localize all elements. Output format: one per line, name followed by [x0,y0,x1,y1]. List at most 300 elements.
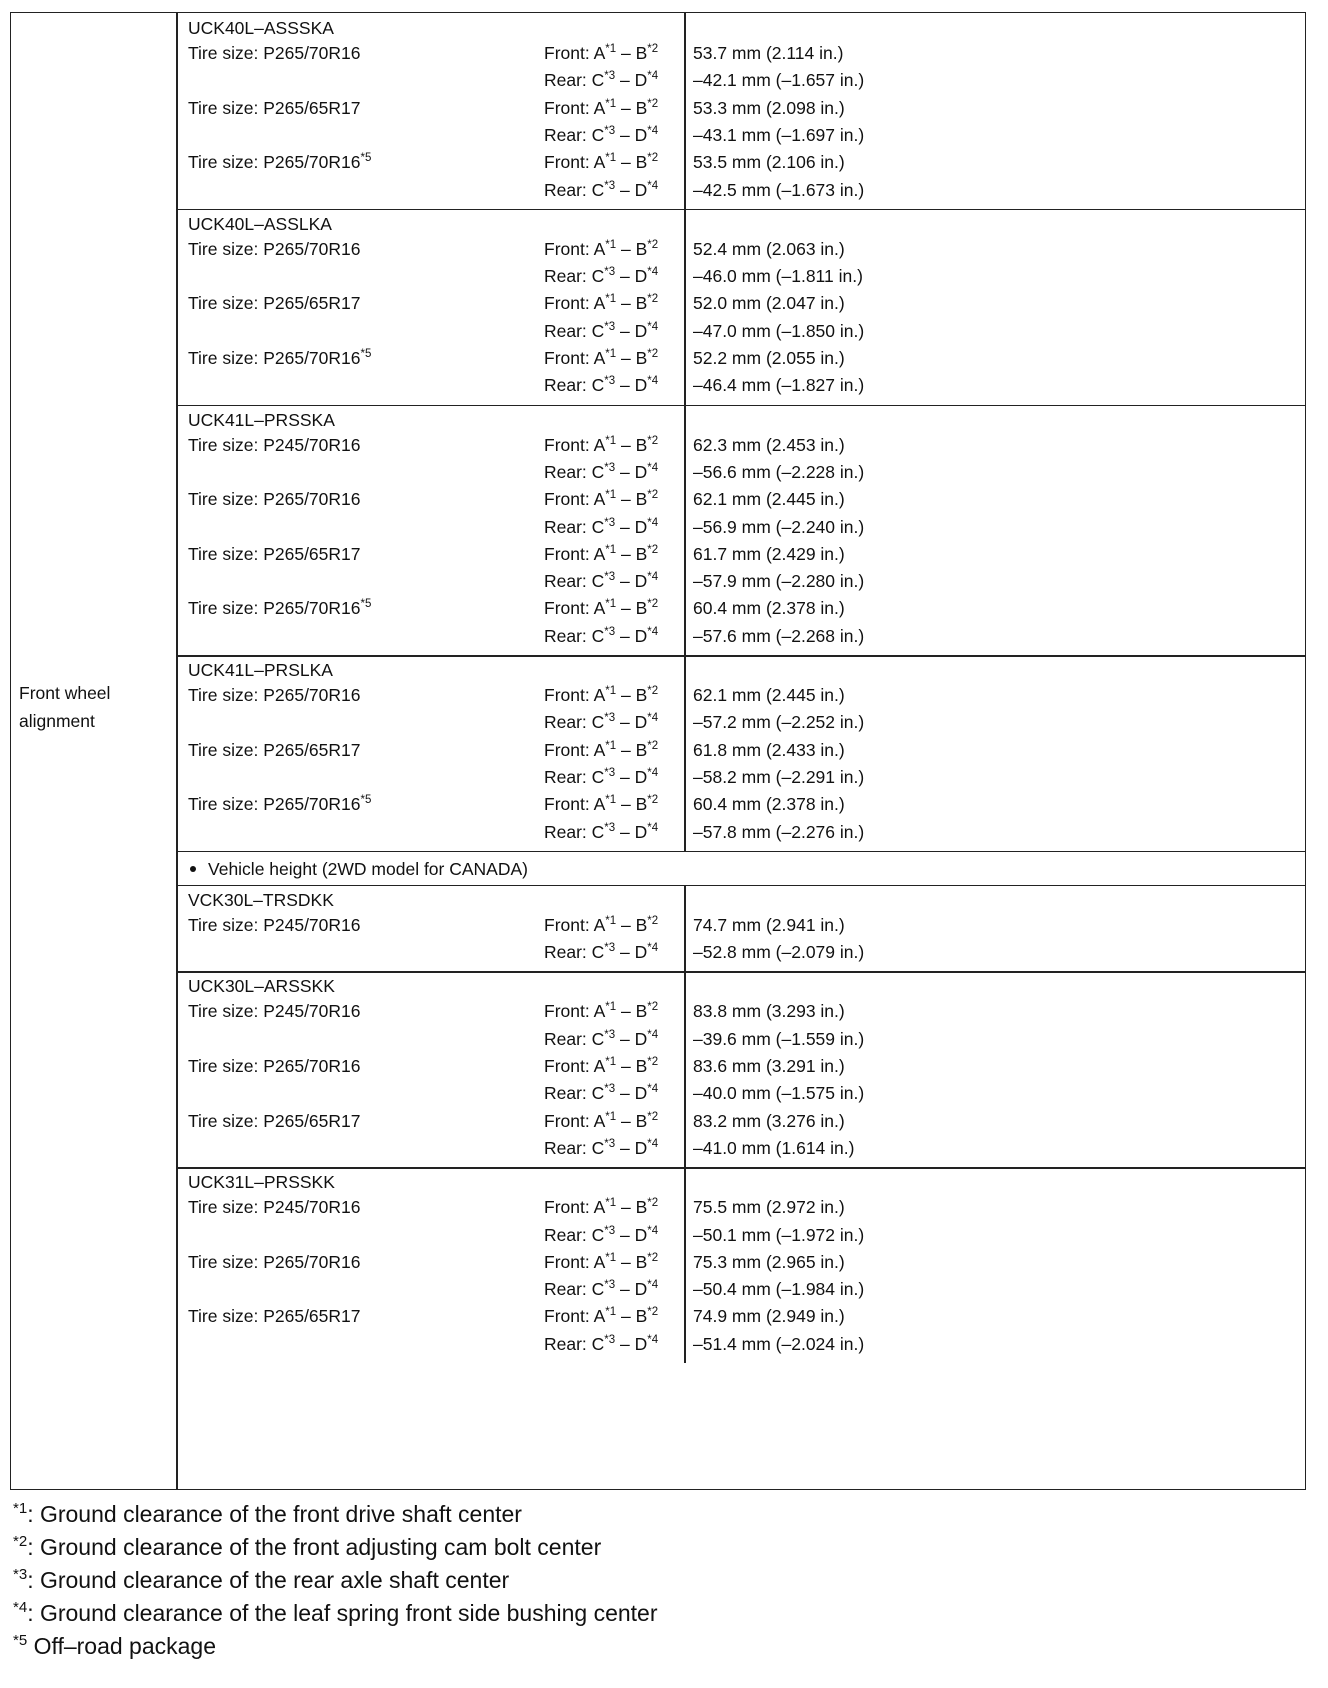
front-value-text: 52.0 mm (2.047 in.) [693,293,845,314]
front-label [544,1111,658,1131]
footnote-ref: *2 [647,238,659,251]
footnote-ref: *2 [647,914,659,927]
footnote-ref: *1 [605,1251,617,1264]
footnote-ref: *2 [647,348,659,360]
rear-label [544,1279,658,1299]
front-label [544,43,658,63]
footnote-ref: *3 [604,179,616,192]
column-divider [176,13,178,1489]
front-label [544,348,658,368]
category-label-line2: alignment [19,711,95,731]
front-label-dash: – B [616,1056,648,1076]
front-label-text: Front: A [544,685,606,705]
rear-label [544,942,658,962]
rear-value-text: –42.1 mm (–1.657 in.) [693,70,865,91]
tire-size [188,685,361,705]
rear-value-text: –46.0 mm (–1.811 in.) [693,266,863,287]
footnote-item [13,1500,522,1528]
front-value [693,544,845,564]
front-value-text: 75.5 mm (2.972 in.) [693,1197,845,1218]
rear-label-text: Rear: C [544,516,605,537]
front-value [693,685,845,705]
footnote-ref: *5 [360,152,372,165]
front-label-text: Front: A [544,348,606,368]
rear-label [544,180,658,200]
rear-value [693,571,864,591]
footnote-ref: *4 [647,712,659,725]
tire-size [188,1306,361,1326]
front-label-dash: – B [616,238,648,259]
front-label [544,152,658,172]
tire-size [188,239,361,259]
front-label [544,598,658,618]
rear-label [544,375,658,395]
footnote-ref: *4 [647,516,659,529]
rear-label-text: Rear: C [544,1028,605,1049]
front-value-text: 53.5 mm (2.106 in.) [693,152,845,173]
tire-size [188,152,371,172]
rear-value [693,626,864,646]
front-value [693,489,845,509]
front-label-dash: – B [616,794,648,815]
model-code-text: UCK40L–ASSSKA [188,18,334,38]
tire-size-text: Tire size: P245/70R16 [188,914,361,935]
rear-label-dash: – D [615,712,648,733]
model-code [188,410,335,430]
category-label-line1: Front wheel [19,683,111,703]
footnote-ref: *2 [647,152,659,165]
model-code-text: UCK41L–PRSLKA [188,660,333,680]
rear-value-text: –51.4 mm (–2.024 in.) [693,1333,865,1354]
row-separator [176,971,1305,973]
footnote-ref: *4 [647,1083,659,1096]
model-code [188,1172,335,1192]
front-label-text: Front: A [544,434,606,455]
front-value-text: 83.8 mm (3.293 in.) [693,1001,845,1022]
footnote-ref: *4 [647,625,659,638]
tire-size-text: Tire size: P265/65R17 [188,1110,361,1131]
rear-value-text: –50.1 mm (–1.972 in.) [693,1224,865,1245]
front-label-dash: – B [616,489,648,510]
row-separator [176,405,1305,407]
footnote-ref: *2 [647,1197,659,1210]
footnote-mark: *1 [13,1500,28,1517]
footnote-ref: *2 [647,685,659,697]
alignment-spec-table [10,12,1306,1490]
rear-label-text: Rear: C [544,1279,605,1300]
rear-label-dash: – D [615,124,648,145]
tire-size-text: Tire size: P265/65R17 [188,1306,361,1327]
rear-label [544,1225,658,1245]
footnote-ref: *1 [605,739,617,752]
front-label [544,794,658,814]
model-code [188,660,333,680]
front-label-dash: – B [616,348,648,368]
footnote-ref: *3 [604,320,616,333]
model-code [188,18,334,38]
footnote-ref: *1 [605,543,617,556]
footnote-ref: *1 [605,434,617,447]
front-label-text: Front: A [544,97,606,118]
tire-size-text: Tire size: P265/70R16 [188,1251,361,1272]
footnote-mark: *2 [13,1533,28,1550]
footnote-ref: *3 [604,712,616,725]
rear-label-dash: – D [615,1224,648,1245]
front-label [544,1252,658,1272]
rear-label-dash: – D [615,1028,648,1049]
footnote-ref: *1 [605,1306,617,1319]
footnote-ref: *2 [647,1001,659,1014]
front-value-text: 62.1 mm (2.445 in.) [693,489,845,510]
rear-label-dash: – D [615,70,648,91]
footnote-item [13,1599,658,1627]
front-value-text: 74.7 mm (2.941 in.) [693,914,845,935]
footnote-item [13,1566,509,1594]
footnote-ref: *2 [647,1110,659,1123]
rear-label-dash: – D [615,320,648,341]
footnote-mark: *5 [13,1632,28,1649]
tire-size-text: Tire size: P265/70R16 [188,598,361,619]
rear-label [544,125,658,145]
front-value-text: 53.3 mm (2.098 in.) [693,97,845,118]
rear-label-text: Rear: C [544,821,605,842]
model-code-text: UCK41L–PRSSKA [188,409,335,430]
front-label [544,489,658,509]
rear-label-text: Rear: C [544,1137,605,1158]
front-label [544,239,658,259]
footnote-ref: *1 [605,794,617,807]
front-value [693,348,845,368]
front-label-dash: – B [616,914,648,935]
footnote-ref: *1 [605,1197,617,1210]
tire-size [188,794,371,814]
footnote-mark: *3 [13,1566,28,1583]
tire-size-text: Tire size: P265/70R16 [188,794,361,815]
rear-value-text: –57.2 mm (–2.252 in.) [693,712,865,733]
value-divider [684,13,686,209]
footnote-ref: *2 [647,598,659,611]
rear-value [693,462,864,482]
bullet-icon [190,866,196,872]
footnote-ref: *4 [647,1224,659,1237]
rear-label-text: Rear: C [544,1083,605,1104]
front-label-dash: – B [616,1001,648,1022]
rear-value-text: –41.0 mm (1.614 in.) [693,1137,855,1158]
tire-size-text: Tire size: P245/70R16 [188,434,361,455]
rear-label-dash: – D [615,821,648,842]
footnote-ref: *1 [605,1056,617,1068]
tire-size-text: Tire size: P265/65R17 [188,739,361,760]
rear-value-text: –43.1 mm (–1.697 in.) [693,124,865,145]
front-value [693,794,845,814]
model-code [188,890,334,910]
front-label-dash: – B [616,1110,648,1131]
rear-value [693,767,864,787]
row-separator [176,1167,1305,1169]
footnote-ref: *3 [604,821,616,834]
rear-value [693,125,864,145]
rear-value [693,1225,864,1245]
front-value-text: 60.4 mm (2.378 in.) [693,794,845,815]
footnote-ref: *1 [605,293,617,306]
front-value [693,1252,845,1272]
footnote-ref: *1 [605,685,617,697]
rear-label [544,462,658,482]
rear-label [544,1029,658,1049]
footnote-ref: *1 [605,1110,617,1123]
front-label-text: Front: A [544,293,606,314]
front-value-text: 61.7 mm (2.429 in.) [693,543,845,564]
footnote-ref: *2 [647,489,659,502]
rear-label-dash: – D [615,571,648,592]
front-label-text: Front: A [544,1056,606,1076]
rear-value [693,321,864,341]
rear-value [693,942,864,962]
front-label-dash: – B [616,97,648,118]
rear-label-text: Rear: C [544,320,605,341]
front-label-text: Front: A [544,43,606,63]
footnote-ref: *5 [360,348,372,360]
footnote-ref: *1 [605,348,617,360]
footnote-ref: *1 [605,489,617,502]
front-value-text: 74.9 mm (2.949 in.) [693,1306,845,1327]
rear-label-text: Rear: C [544,766,605,787]
front-label-text: Front: A [544,489,606,510]
footnote-ref: *2 [647,794,659,807]
front-label-dash: – B [616,1197,648,1218]
tire-size [188,43,361,63]
front-label-text: Front: A [544,1251,606,1272]
footnote-text: : Ground clearance of the rear axle shaft center [27,1567,510,1593]
footnote-ref: *4 [647,1028,659,1041]
front-value [693,239,845,259]
value-divider [684,885,686,972]
rear-label-dash: – D [615,625,648,646]
footnote-ref: *3 [604,571,616,584]
value-divider [684,655,686,851]
footnote-ref: *3 [604,1279,616,1292]
tire-size [188,1001,361,1021]
front-value [693,293,845,313]
footnote-ref: *1 [605,914,617,927]
front-label-dash: – B [616,543,648,564]
front-value-text: 53.7 mm (2.114 in.) [693,43,844,63]
rear-label-dash: – D [615,1279,648,1300]
tire-size-text: Tire size: P265/70R16 [188,43,361,63]
footnote-ref: *2 [647,1306,659,1319]
tire-size [188,348,371,368]
tire-size [188,915,361,935]
footnote-text: : Ground clearance of the front drive shaft center [27,1501,522,1527]
rear-label-text: Rear: C [544,625,605,646]
tire-size-text: Tire size: P245/70R16 [188,1197,361,1218]
footnote-text: : Ground clearance of the leaf spring front side bushing center [27,1600,658,1626]
value-divider [684,971,686,1167]
rear-label-text: Rear: C [544,1224,605,1245]
front-label-dash: – B [616,739,648,760]
tire-size-text: Tire size: P265/65R17 [188,293,361,314]
footnote-ref: *3 [604,1333,616,1346]
footnote-ref: *4 [647,571,659,584]
rear-value-text: –52.8 mm (–2.079 in.) [693,942,865,963]
footnote-ref: *3 [604,1137,616,1150]
footnote-mark: *4 [13,1599,28,1616]
tire-size-text: Tire size: P265/65R17 [188,97,361,118]
rear-value-text: –39.6 mm (–1.559 in.) [693,1028,865,1049]
rear-label-text: Rear: C [544,375,605,396]
footnote-ref: *5 [360,794,372,807]
model-code-text: UCK30L–ARSSKK [188,976,335,997]
row-separator [176,655,1305,657]
tire-size-text: Tire size: P265/70R16 [188,489,361,510]
footnote-text: : Ground clearance of the front adjusting cam bolt center [27,1534,602,1560]
model-code-text: VCK30L–TRSDKK [188,889,334,910]
front-value-text: 60.4 mm (2.378 in.) [693,598,845,619]
footnote-ref: *4 [647,320,659,333]
footnote-ref: *3 [604,625,616,638]
front-label-dash: – B [616,685,648,705]
footnote-ref: *3 [604,1083,616,1096]
front-label-text: Front: A [544,1306,606,1327]
footnote-ref: *4 [647,375,659,388]
front-label-text: Front: A [544,152,606,173]
rear-value-text: –46.4 mm (–1.827 in.) [693,375,865,396]
front-value-text: 52.4 mm (2.063 in.) [693,238,845,259]
footnote-ref: *1 [605,43,617,55]
front-label [544,544,658,564]
rear-value-text: –57.8 mm (–2.276 in.) [693,821,865,842]
front-label-dash: – B [616,434,648,455]
rear-label-text: Rear: C [544,461,605,482]
rear-label [544,321,658,341]
rear-label [544,517,658,537]
front-value [693,435,845,455]
rear-label-dash: – D [615,266,648,287]
rear-label [544,266,658,286]
rear-label-text: Rear: C [544,179,605,200]
rear-value-text: –50.4 mm (–1.984 in.) [693,1279,865,1300]
rear-value [693,1083,864,1103]
section-note [190,859,528,879]
tire-size-text: Tire size: P265/70R16 [188,1056,361,1076]
front-label-dash: – B [616,43,648,63]
front-label-text: Front: A [544,1110,606,1131]
front-label-text: Front: A [544,1197,606,1218]
front-value [693,915,845,935]
tire-size-text: Tire size: P245/70R16 [188,1001,361,1022]
rear-label [544,70,658,90]
rear-value [693,1138,854,1158]
rear-label-dash: – D [615,766,648,787]
row-separator [176,885,1305,887]
footnote-ref: *4 [647,1333,659,1346]
rear-label-dash: – D [615,461,648,482]
rear-label [544,626,658,646]
footnote-ref: *5 [360,598,372,611]
tire-size [188,1056,361,1076]
rear-value [693,375,864,395]
front-value [693,152,845,172]
footnote-ref: *4 [647,1137,659,1150]
rear-label [544,712,658,732]
front-value [693,598,845,618]
rear-value [693,180,864,200]
front-value-text: 61.8 mm (2.433 in.) [693,739,845,760]
front-label [544,435,658,455]
front-label [544,685,658,705]
row-separator [176,209,1305,211]
rear-label-dash: – D [615,942,648,963]
rear-value [693,822,864,842]
tire-size [188,598,371,618]
rear-value [693,1279,864,1299]
front-value [693,43,843,63]
tire-size-text: Tire size: P265/65R17 [188,543,361,564]
footnote-text: Off–road package [27,1633,217,1659]
rear-label-text: Rear: C [544,571,605,592]
front-label-dash: – B [616,152,648,173]
rear-label-dash: – D [615,1137,648,1158]
footnote-ref: *4 [647,179,659,192]
rear-value-text: –42.5 mm (–1.673 in.) [693,179,865,200]
footnote-ref: *1 [605,152,617,165]
front-label [544,915,658,935]
tire-size-text: Tire size: P265/70R16 [188,238,361,259]
front-value [693,740,845,760]
rear-label-text: Rear: C [544,124,605,145]
rear-value-text: –47.0 mm (–1.850 in.) [693,320,865,341]
value-divider [684,405,686,655]
footnote-item [13,1632,216,1660]
rear-label-dash: – D [615,516,648,537]
tire-size [188,1197,361,1217]
footnote-ref: *4 [647,942,659,955]
rear-label [544,571,658,591]
value-divider [684,1167,686,1363]
footnote-item [13,1533,601,1561]
footnote-ref: *3 [604,942,616,955]
front-label [544,98,658,118]
front-label-text: Front: A [544,1001,606,1022]
rear-label [544,1083,658,1103]
rear-label [544,1334,658,1354]
rear-value-text: –57.9 mm (–2.280 in.) [693,571,865,592]
front-value-text: 83.6 mm (3.291 in.) [693,1056,845,1076]
rear-value-text: –40.0 mm (–1.575 in.) [693,1083,865,1104]
front-label-dash: – B [616,1306,648,1327]
footnote-ref: *1 [605,97,617,110]
footnote-ref: *4 [647,821,659,834]
row-separator [176,851,1305,853]
rear-label-text: Rear: C [544,712,605,733]
tire-size [188,1252,361,1272]
front-value-text: 83.2 mm (3.276 in.) [693,1110,845,1131]
section-note-text: Vehicle height (2WD model for CANADA) [208,858,528,879]
model-code-text: UCK40L–ASSLKA [188,213,332,234]
footnote-ref: *1 [605,598,617,611]
rear-value [693,712,864,732]
rear-label [544,767,658,787]
tire-size [188,293,361,313]
rear-value [693,266,863,286]
footnote-ref: *2 [647,1251,659,1264]
front-label-text: Front: A [544,739,606,760]
tire-size [188,740,361,760]
front-value [693,98,845,118]
footnote-ref: *3 [604,766,616,779]
front-label [544,1306,658,1326]
footnote-ref: *4 [647,70,659,83]
